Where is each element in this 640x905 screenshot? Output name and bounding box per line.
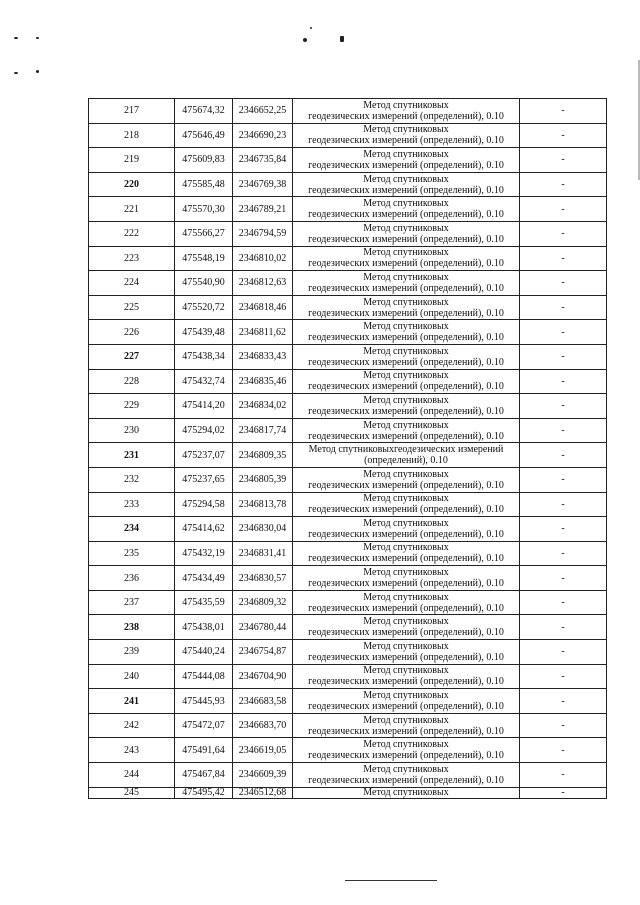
method-cell: Метод спутниковых xyxy=(293,787,520,798)
note-cell: - xyxy=(520,418,607,443)
note-cell: - xyxy=(520,763,607,788)
method-line: геодезических измерений (определений), 0.10 xyxy=(308,651,504,663)
method-line: геодезических измерений (определений), 0.10 xyxy=(308,233,504,245)
point-number-cell: 226 xyxy=(89,320,175,345)
method-cell xyxy=(293,344,520,369)
point-number-cell: 218 xyxy=(89,123,175,148)
method-line: Метод спутниковыхгеодезических измерений xyxy=(308,444,504,456)
method-cell xyxy=(293,640,520,665)
table-row xyxy=(89,320,607,345)
table-row xyxy=(89,197,607,222)
y-coordinate-cell: 2346652,25 xyxy=(233,99,293,124)
method-cell xyxy=(293,664,520,689)
point-number-cell: 229 xyxy=(89,394,175,419)
method-cell xyxy=(293,467,520,492)
method-line: геодезических измерений (определений), 0.10 xyxy=(308,135,504,147)
note-cell: - xyxy=(520,221,607,246)
method-cell xyxy=(293,197,520,222)
method-line: Метод спутниковых xyxy=(363,640,449,652)
y-coordinate-cell: 2346769,38 xyxy=(233,172,293,197)
footer-line xyxy=(345,880,437,881)
y-coordinate-cell: 2346619,05 xyxy=(233,738,293,763)
note-cell: - xyxy=(520,172,607,197)
method-line: геодезических измерений (определений), 0.10 xyxy=(308,381,504,393)
method-line: геодезических измерений (определений), 0.10 xyxy=(308,479,504,491)
method-line: геодезических измерений (определений), 0.10 xyxy=(308,602,504,614)
method-line: Метод спутниковых xyxy=(363,394,449,406)
method-cell xyxy=(293,738,520,763)
method-cell xyxy=(293,148,520,173)
x-coordinate-cell: 475646,49 xyxy=(175,123,233,148)
x-coordinate-cell: 475438,01 xyxy=(175,615,233,640)
x-coordinate-cell: 475491,64 xyxy=(175,738,233,763)
y-coordinate-cell: 2346813,78 xyxy=(233,492,293,517)
method-line: Метод спутниковых xyxy=(363,370,449,382)
note-cell: - xyxy=(520,443,607,468)
scan-speck xyxy=(14,72,18,74)
table-row xyxy=(89,566,607,591)
x-coordinate-cell: 475472,07 xyxy=(175,713,233,738)
method-line: геодезических измерений (определений), 0.10 xyxy=(308,430,504,442)
y-coordinate-cell: 2346512,68 xyxy=(233,787,293,798)
y-coordinate-cell: 2346830,04 xyxy=(233,517,293,542)
note-cell: - xyxy=(520,664,607,689)
method-line: геодезических измерений (определений), 0.10 xyxy=(308,159,504,171)
x-coordinate-cell: 475438,34 xyxy=(175,344,233,369)
method-line: геодезических измерений (определений), 0.10 xyxy=(308,725,504,737)
note-cell: - xyxy=(520,467,607,492)
point-number-cell: 230 xyxy=(89,418,175,443)
table-row xyxy=(89,763,607,788)
table-row xyxy=(89,394,607,419)
x-coordinate-cell: 475540,90 xyxy=(175,271,233,296)
point-number-cell: 236 xyxy=(89,566,175,591)
method-line: Метод спутниковых xyxy=(363,665,449,677)
method-line: геодезических измерений (определений), 0.10 xyxy=(308,627,504,639)
point-number-cell: 227 xyxy=(89,344,175,369)
table-row xyxy=(89,640,607,665)
y-coordinate-cell: 2346833,43 xyxy=(233,344,293,369)
method-line: Метод спутниковых xyxy=(363,493,449,505)
table-row xyxy=(89,418,607,443)
table-row xyxy=(89,492,607,517)
note-cell: - xyxy=(520,517,607,542)
table-row xyxy=(89,221,607,246)
table-row xyxy=(89,467,607,492)
method-cell xyxy=(293,394,520,419)
method-cell xyxy=(293,369,520,394)
x-coordinate-cell: 475439,48 xyxy=(175,320,233,345)
note-cell: - xyxy=(520,713,607,738)
note-cell: - xyxy=(520,787,607,798)
method-cell xyxy=(293,99,520,124)
note-cell: - xyxy=(520,615,607,640)
method-line: Метод спутниковых xyxy=(363,321,449,333)
method-line: Метод спутниковых xyxy=(363,567,449,579)
x-coordinate-cell: 475566,27 xyxy=(175,221,233,246)
coordinates-table xyxy=(88,98,607,799)
table-row xyxy=(89,99,607,124)
method-line: Метод спутниковых xyxy=(363,124,449,136)
point-number-cell: 222 xyxy=(89,221,175,246)
note-cell: - xyxy=(520,394,607,419)
method-line: геодезических измерений (определений), 0.10 xyxy=(308,258,504,270)
point-number-cell: 234 xyxy=(89,517,175,542)
scan-speck xyxy=(36,37,39,39)
x-coordinate-cell: 475440,24 xyxy=(175,640,233,665)
y-coordinate-cell: 2346809,35 xyxy=(233,443,293,468)
table-row xyxy=(89,271,607,296)
note-cell: - xyxy=(520,369,607,394)
method-line: Метод спутниковых xyxy=(363,616,449,628)
y-coordinate-cell: 2346818,46 xyxy=(233,295,293,320)
method-line: геодезических измерений (определений), 0.10 xyxy=(308,356,504,368)
note-cell: - xyxy=(520,566,607,591)
method-line: геодезических измерений (определений), 0.10 xyxy=(308,307,504,319)
method-line: Метод спутниковых xyxy=(363,517,449,529)
method-line: Метод спутниковых xyxy=(363,247,449,259)
table-row xyxy=(89,615,607,640)
method-line: Метод спутниковых xyxy=(363,591,449,603)
y-coordinate-cell: 2346810,02 xyxy=(233,246,293,271)
method-line: Метод спутниковых xyxy=(363,739,449,751)
y-coordinate-cell: 2346817,74 xyxy=(233,418,293,443)
method-cell xyxy=(293,689,520,714)
table-row xyxy=(89,664,607,689)
method-line: Метод спутниковых xyxy=(363,198,449,210)
method-line: геодезических измерений (определений), 0.10 xyxy=(308,504,504,516)
note-cell: - xyxy=(520,640,607,665)
point-number-cell: 220 xyxy=(89,172,175,197)
y-coordinate-cell: 2346789,21 xyxy=(233,197,293,222)
x-coordinate-cell: 475445,93 xyxy=(175,689,233,714)
method-line: геодезических измерений (определений), 0.10 xyxy=(308,676,504,688)
method-line: геодезических измерений (определений), 0.10 xyxy=(308,110,504,122)
y-coordinate-cell: 2346835,46 xyxy=(233,369,293,394)
point-number-cell: 240 xyxy=(89,664,175,689)
y-coordinate-cell: 2346704,90 xyxy=(233,664,293,689)
method-line: геодезических измерений (определений), 0.10 xyxy=(308,553,504,565)
method-line: Метод спутниковых xyxy=(363,419,449,431)
method-cell xyxy=(293,443,520,468)
method-line: геодезических измерений (определений), 0.10 xyxy=(308,750,504,762)
method-cell xyxy=(293,123,520,148)
y-coordinate-cell: 2346831,41 xyxy=(233,541,293,566)
method-cell xyxy=(293,763,520,788)
x-coordinate-cell: 475585,48 xyxy=(175,172,233,197)
note-cell: - xyxy=(520,320,607,345)
y-coordinate-cell: 2346754,87 xyxy=(233,640,293,665)
y-coordinate-cell: 2346794,59 xyxy=(233,221,293,246)
table-row xyxy=(89,541,607,566)
table-row xyxy=(89,713,607,738)
point-number-cell: 217 xyxy=(89,99,175,124)
y-coordinate-cell: 2346811,62 xyxy=(233,320,293,345)
method-line: геодезических измерений (определений), 0.10 xyxy=(308,701,504,713)
x-coordinate-cell: 475548,19 xyxy=(175,246,233,271)
x-coordinate-cell: 475674,32 xyxy=(175,99,233,124)
x-coordinate-cell: 475444,08 xyxy=(175,664,233,689)
method-cell xyxy=(293,713,520,738)
method-cell xyxy=(293,566,520,591)
note-cell: - xyxy=(520,738,607,763)
x-coordinate-cell: 475570,30 xyxy=(175,197,233,222)
point-number-cell: 231 xyxy=(89,443,175,468)
method-line: геодезических измерений (определений), 0.10 xyxy=(308,332,504,344)
method-cell xyxy=(293,246,520,271)
point-number-cell: 225 xyxy=(89,295,175,320)
method-cell xyxy=(293,590,520,615)
table-row xyxy=(89,369,607,394)
x-coordinate-cell: 475432,74 xyxy=(175,369,233,394)
table-row xyxy=(89,246,607,271)
method-line: Метод спутниковых xyxy=(363,763,449,775)
x-coordinate-cell: 475414,62 xyxy=(175,517,233,542)
scan-speck xyxy=(303,38,307,42)
method-line: Метод спутниковых xyxy=(363,468,449,480)
x-coordinate-cell: 475237,65 xyxy=(175,467,233,492)
y-coordinate-cell: 2346609,39 xyxy=(233,763,293,788)
method-line: Метод спутниковых xyxy=(363,345,449,357)
point-number-cell: 242 xyxy=(89,713,175,738)
note-cell: - xyxy=(520,344,607,369)
table-row xyxy=(89,172,607,197)
y-coordinate-cell: 2346780,44 xyxy=(233,615,293,640)
note-cell: - xyxy=(520,492,607,517)
note-cell: - xyxy=(520,148,607,173)
table-row xyxy=(89,123,607,148)
point-number-cell: 219 xyxy=(89,148,175,173)
y-coordinate-cell: 2346690,23 xyxy=(233,123,293,148)
method-line: геодезических измерений (определений), 0.10 xyxy=(308,578,504,590)
note-cell: - xyxy=(520,541,607,566)
table-row xyxy=(89,517,607,542)
x-coordinate-cell: 475609,83 xyxy=(175,148,233,173)
method-line: Метод спутниковых xyxy=(363,148,449,160)
table-row xyxy=(89,689,607,714)
point-number-cell: 228 xyxy=(89,369,175,394)
x-coordinate-cell: 475435,59 xyxy=(175,590,233,615)
method-line: Метод спутниковых xyxy=(363,173,449,185)
y-coordinate-cell: 2346834,02 xyxy=(233,394,293,419)
x-coordinate-cell: 475414,20 xyxy=(175,394,233,419)
method-line: Метод спутниковых xyxy=(363,714,449,726)
y-coordinate-cell: 2346683,58 xyxy=(233,689,293,714)
method-line: Метод спутниковых xyxy=(363,271,449,283)
method-cell xyxy=(293,517,520,542)
method-cell xyxy=(293,615,520,640)
method-cell xyxy=(293,172,520,197)
table-row xyxy=(89,148,607,173)
method-line: Метод спутниковых xyxy=(363,222,449,234)
x-coordinate-cell: 475434,49 xyxy=(175,566,233,591)
method-line: геодезических измерений (определений), 0.10 xyxy=(308,282,504,294)
method-cell xyxy=(293,492,520,517)
scan-speck xyxy=(340,36,344,42)
y-coordinate-cell: 2346812,63 xyxy=(233,271,293,296)
x-coordinate-cell: 475237,07 xyxy=(175,443,233,468)
scan-speck xyxy=(36,70,39,73)
x-coordinate-cell: 475294,02 xyxy=(175,418,233,443)
table-row xyxy=(89,787,607,798)
method-cell xyxy=(293,271,520,296)
y-coordinate-cell: 2346683,70 xyxy=(233,713,293,738)
method-cell xyxy=(293,541,520,566)
point-number-cell: 244 xyxy=(89,763,175,788)
point-number-cell: 223 xyxy=(89,246,175,271)
note-cell: - xyxy=(520,197,607,222)
coordinates-table-body xyxy=(89,99,607,799)
table-row xyxy=(89,344,607,369)
method-line: Метод спутниковых xyxy=(363,542,449,554)
method-cell xyxy=(293,221,520,246)
x-coordinate-cell: 475467,84 xyxy=(175,763,233,788)
y-coordinate-cell: 2346735,84 xyxy=(233,148,293,173)
table-row xyxy=(89,295,607,320)
y-coordinate-cell: 2346809,32 xyxy=(233,590,293,615)
point-number-cell: 238 xyxy=(89,615,175,640)
table-row xyxy=(89,443,607,468)
y-coordinate-cell: 2346805,39 xyxy=(233,467,293,492)
note-cell: - xyxy=(520,123,607,148)
table-row xyxy=(89,590,607,615)
x-coordinate-cell: 475432,19 xyxy=(175,541,233,566)
note-cell: - xyxy=(520,590,607,615)
point-number-cell: 237 xyxy=(89,590,175,615)
point-number-cell: 245 xyxy=(89,787,175,798)
x-coordinate-cell: 475294,58 xyxy=(175,492,233,517)
note-cell: - xyxy=(520,99,607,124)
point-number-cell: 232 xyxy=(89,467,175,492)
point-number-cell: 235 xyxy=(89,541,175,566)
method-line: Метод спутниковых xyxy=(363,296,449,308)
scan-speck xyxy=(14,37,18,39)
method-line: (определений), 0.10 xyxy=(364,455,448,467)
point-number-cell: 221 xyxy=(89,197,175,222)
method-line: Метод спутниковых xyxy=(363,99,449,111)
method-line: геодезических измерений (определений), 0.10 xyxy=(308,528,504,540)
method-cell xyxy=(293,295,520,320)
method-line: геодезических измерений (определений), 0.10 xyxy=(308,184,504,196)
method-line: геодезических измерений (определений), 0.10 xyxy=(308,405,504,417)
scan-speck xyxy=(310,27,312,29)
method-cell xyxy=(293,320,520,345)
method-line: геодезических измерений (определений), 0.10 xyxy=(308,774,504,786)
y-coordinate-cell: 2346830,57 xyxy=(233,566,293,591)
x-coordinate-cell: 475495,42 xyxy=(175,787,233,798)
table-row xyxy=(89,738,607,763)
method-line: геодезических измерений (определений), 0.10 xyxy=(308,209,504,221)
note-cell: - xyxy=(520,246,607,271)
point-number-cell: 233 xyxy=(89,492,175,517)
note-cell: - xyxy=(520,689,607,714)
note-cell: - xyxy=(520,295,607,320)
point-number-cell: 243 xyxy=(89,738,175,763)
method-line: Метод спутниковых xyxy=(363,690,449,702)
point-number-cell: 239 xyxy=(89,640,175,665)
method-cell xyxy=(293,418,520,443)
point-number-cell: 224 xyxy=(89,271,175,296)
note-cell: - xyxy=(520,271,607,296)
x-coordinate-cell: 475520,72 xyxy=(175,295,233,320)
point-number-cell: 241 xyxy=(89,689,175,714)
